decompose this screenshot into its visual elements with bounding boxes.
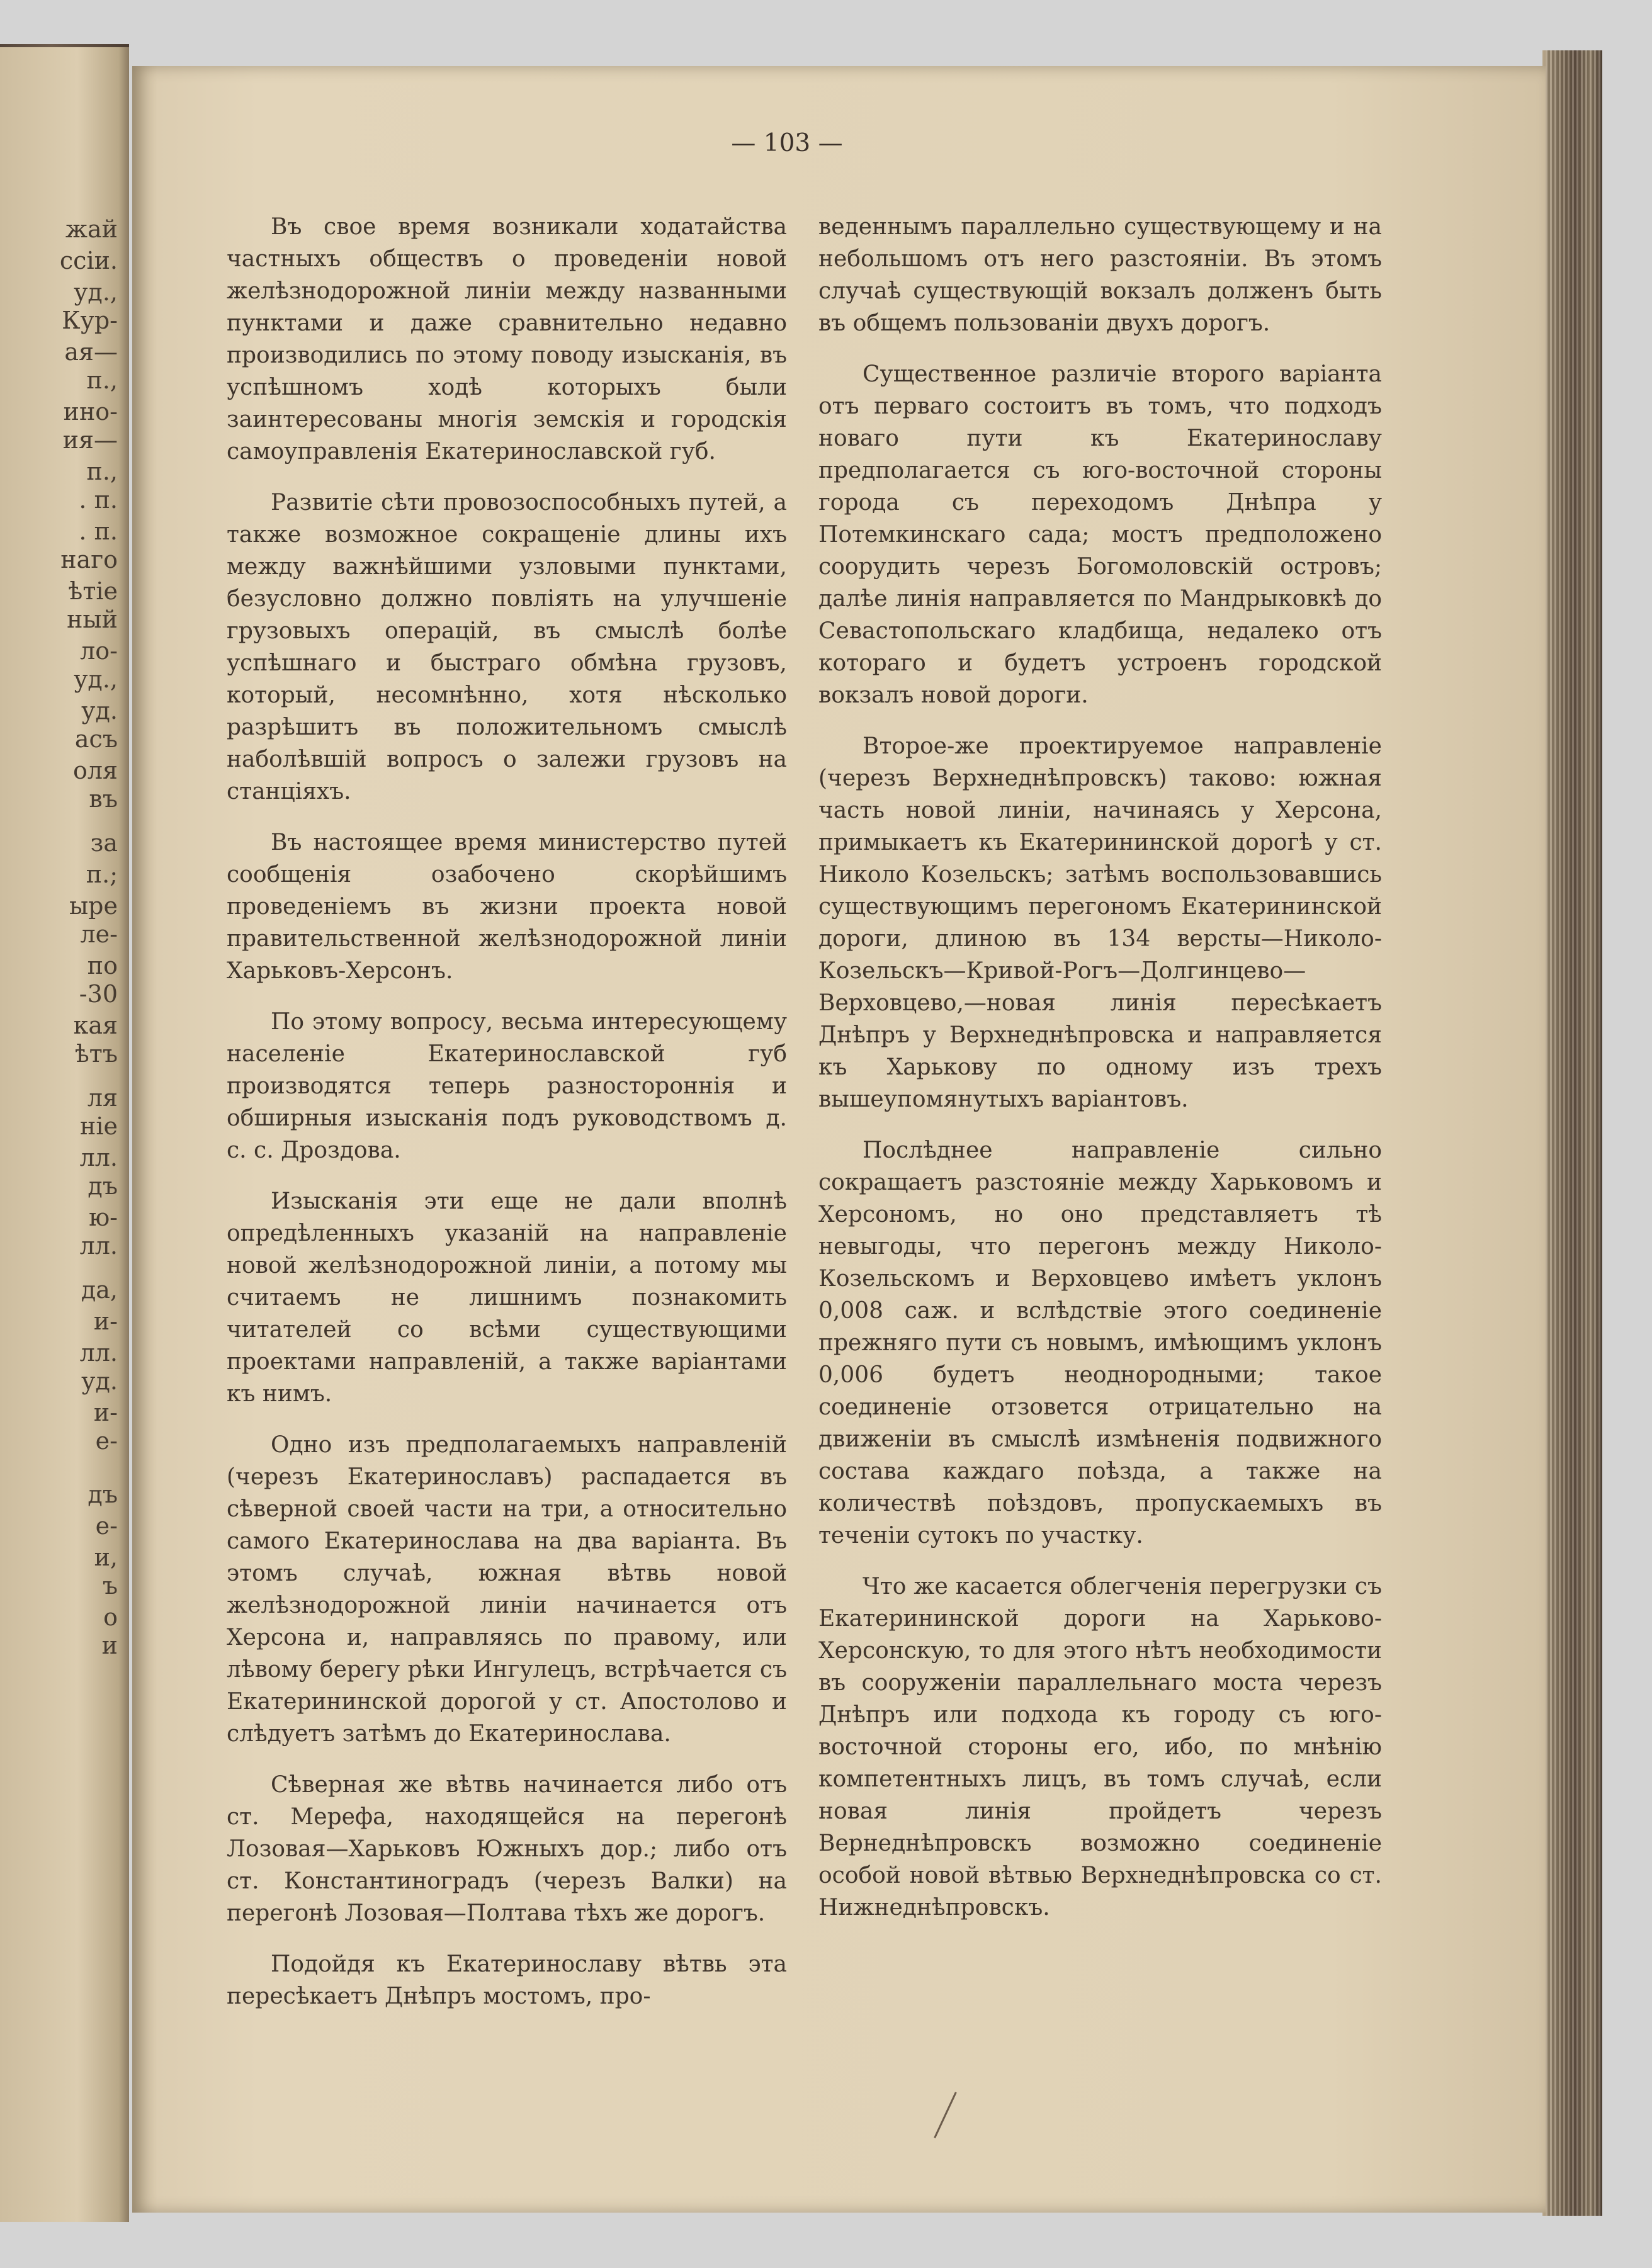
paragraph: Подойдя къ Екатеринославу вѣтвь эта пересѣкаетъ Днѣпръ мостомъ, про- [227, 1951, 787, 2009]
facing-page-fragment: лл. [79, 1339, 118, 1367]
facing-page-fragment: жай [65, 215, 118, 243]
facing-page-fragment: и [101, 1632, 118, 1659]
facing-page-fragment: дъ [88, 1172, 118, 1200]
facing-page-fragment: ино- [63, 398, 118, 426]
facing-page-fragment: и, [94, 1543, 118, 1571]
facing-page-fragment: уд. [81, 1367, 118, 1395]
facing-page-fragment: о [103, 1603, 118, 1631]
facing-page-fragment: п.; [86, 860, 118, 888]
facing-page-fragment: уд. [81, 697, 118, 725]
facing-page-fragment: п., [86, 366, 118, 394]
facing-page-fragment: и- [93, 1307, 118, 1335]
facing-page-fragment: уд., [74, 278, 118, 306]
facing-page-fragment: да, [81, 1276, 118, 1304]
facing-page-fragment: и- [93, 1399, 118, 1426]
facing-page-fragment: ля [87, 1084, 118, 1112]
facing-page-fragment: лл. [79, 1144, 118, 1171]
paragraph: По этому вопросу, весьма интересующему населенiе Екатеринославской губ производятся теперь разностороннiя и обширныя изысканiя подъ руководствомъ д. с. с. Дроздова. [227, 1009, 787, 1163]
facing-page-fragment: въ [89, 785, 118, 813]
facing-page-fragment: ный [67, 606, 118, 633]
facing-page-fragment: ло- [80, 637, 118, 665]
paragraph: Существенное различiе второго варiанта отъ перваго состоитъ въ томъ, что подходъ новаго пути къ Екатеринославу предполагается съ юго-восточной стороны города съ переходомъ Днѣпра у Потемкинскаго сада; мостъ предположено соорудить черезъ Богомоловскiй островъ; далѣе линiя направляется по Мандрыковкѣ до Севастопольскаго кладбища, недалеко отъ котораго и будетъ устроенъ городской вокзалъ новой дороги. [818, 361, 1382, 708]
facing-page-fragment: е- [95, 1427, 118, 1455]
paragraph: Второе-же проектируемое направленiе (черезъ Верхнеднѣпровскъ) таково: южная часть новой линiи, начинаясь у Херсона, примыкаетъ къ Екатерининской дорогѣ у ст. Николо Козельскъ; затѣмъ воспользовавшись существующимъ перегономъ Екатерининской дороги, длиною въ 134 версты—Николо-Козельскъ—Кривой-Рогъ—Долгинцево—Верховцево,—новая линiя пересѣкаетъ Днѣпръ у Верхнеднѣпровска и направляется къ Харькову по одному изъ трехъ вышеупомянутыхъ варiантовъ. [818, 733, 1382, 1112]
facing-page-fragment: уд., [74, 665, 118, 693]
facing-page-fragment: ыре [69, 892, 118, 920]
facing-page-fragment: асъ [74, 725, 118, 753]
facing-page-fragment: . п. [79, 486, 118, 514]
facing-page-fragment: по [87, 952, 118, 979]
facing-page-fragment: . п. [79, 517, 118, 545]
facing-page-fragment: ле- [80, 920, 118, 948]
facing-page-fragment: Кур- [62, 307, 118, 334]
paragraph: Сѣверная же вѣтвь начинается либо отъ ст. Мерефа, находящейся на перегонѣ Лозовая—Харьковъ Южныхъ дор.; либо отъ ст. Константиноградъ (черезъ Валки) на перегонѣ Лозовая—Полтава тѣхъ же дорогъ. [227, 1772, 787, 1926]
facing-page-fragment: лл. [79, 1232, 118, 1260]
paragraph: Въ настоящее время министерство путей сообщенiя озабочено скорѣйшимъ проведенiемъ въ жизни проекта новой правительственной желѣзнодорожной линiи Харьковъ-Херсонъ. [227, 830, 787, 984]
facing-page-fragment: е- [95, 1512, 118, 1540]
facing-page-fragment: за [90, 829, 118, 857]
facing-page-fragment: ая— [64, 338, 118, 366]
facing-page-fragment: наго [60, 546, 118, 573]
facing-page-fragment: ссiи. [59, 247, 118, 274]
paragraph: Въ свое время возникали ходатайства частныхъ обществъ о проведенiи новой желѣзнодорожной линiи между названными пунктами и даже сравнительно недавно производились по этому поводу изысканiя, въ успѣшномъ ходѣ которыхъ были заинтересованы многiя земскiя и городскiя самоуправленiя Екатеринославской губ. [227, 214, 787, 465]
paragraph: Послѣднее направленiе сильно сокращаетъ разстоянiе между Харьковомъ и Херсономъ, но оно представляетъ тѣ невыгоды, что перегонъ между Николо-Козельскомъ и Верховцево имѣетъ уклонъ 0,008 саж. и вслѣдствiе этого соединенiе прежняго пути съ новымъ, имѣющимъ уклонъ 0,006 будетъ неоднородными; такое соединенiе отзовется отрицательно на движенiи въ смыслѣ измѣненiя подвижного состава каждаго поѣзда, а также на количествѣ поѣздовъ, пропускаемыхъ въ теченiи сутокъ по участку. [818, 1137, 1382, 1549]
right-column [818, 211, 1382, 1943]
page-stack-lines [1546, 50, 1602, 2216]
facing-page-fragment: п., [86, 458, 118, 485]
paragraph: Изысканiя эти еще не дали вполнѣ опредѣленныхъ указанiй на направленiе новой желѣзнодорожной линiи, а потому мы считаемъ не лишнимъ познакомить читателей со всѣми существующими проектами направленiй, а также варiантами къ нимъ. [227, 1188, 787, 1407]
paragraph: Что же касается облегченiя перегрузки съ Екатерининской дороги на Харьково-Херсонскую, то для этого нѣтъ необходимости въ сооруженiи параллельнаго моста черезъ Днѣпръ или подхода къ городу съ юго-восточной стороны его, ибо, по мнѣнiю компетентныхъ лицъ, въ томъ случаѣ, если новая линiя пройдетъ черезъ Вернеднѣпровскъ возможно соединенiе особой новой вѣтвью Верхнеднѣпровска со ст. Нижнеднѣпровскъ. [818, 1574, 1382, 1921]
paragraph: Одно изъ предполагаемыхъ направленiй (черезъ Екатеринославъ) распадается въ сѣверной своей части на три, а относительно самого Екатеринослава на два варiанта. Въ этомъ случаѣ, южная вѣтвь новой желѣзнодорожной линiи начинается отъ Херсона и, направляясь по правому, или лѣвому берегу рѣки Ингулецъ, встрѣчается съ Екатерининской дорогой у ст. Апостолово и слѣдуетъ затѣмъ до Екатеринослава. [227, 1432, 787, 1747]
facing-page-fragment: ѣтiе [68, 577, 118, 605]
facing-page-fragment: нiе [80, 1112, 118, 1140]
facing-page-fragment: оля [73, 757, 118, 784]
facing-page-fragment: ѣтъ [74, 1040, 118, 1068]
left-page-edge [0, 47, 129, 2222]
page-number: — 103 — [731, 129, 843, 157]
facing-page-fragment: дъ [88, 1481, 118, 1508]
paragraph: веденнымъ параллельно существующему и на небольшомъ отъ него разстоянiи. Въ этомъ случаѣ существующiй вокзалъ долженъ быть въ общемъ пользованiи двухъ дорогъ. [818, 214, 1382, 336]
facing-page-fragment: -30 [79, 980, 118, 1008]
facing-page-fragment: ъ [102, 1572, 118, 1599]
paragraph: Развитiе сѣти провозоспособныхъ путей, а также возможное сокращенiе длины ихъ между важнѣйшими узловыми пунктами, безусловно должно повлiять на улучшенiе грузовыхъ операцiй, въ смыслѣ болѣе успѣшнаго и быстраго обмѣна грузовъ, который, несомнѣнно, хотя нѣсколько разрѣшитъ въ положительномъ смыслѣ наболѣвшiй вопросъ о залежи грузовъ на станцiяхъ. [227, 490, 787, 804]
facing-page-fragment: кая [73, 1012, 118, 1039]
facing-page-fragment: ю- [89, 1204, 118, 1231]
left-column [227, 211, 787, 2031]
facing-page-fragment: ия— [62, 426, 118, 454]
